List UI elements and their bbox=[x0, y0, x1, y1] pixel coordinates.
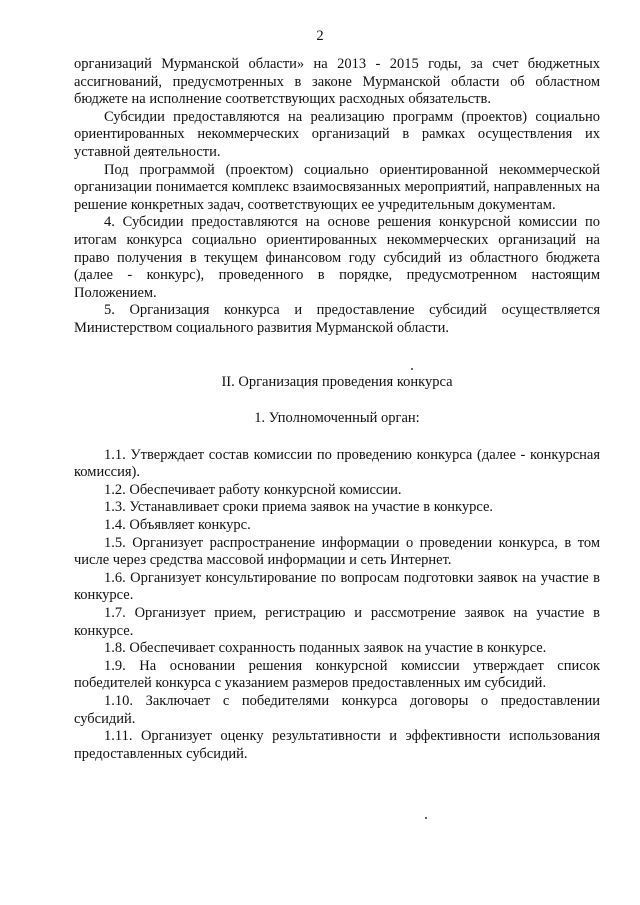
document-body bbox=[74, 56, 600, 763]
intro-paragraph-3: Под программой (проектом) социально ориентированной некоммерческой организации понимается комплекс взаимосвязанных мероприятий, направленных на решение конкретных задач, соответствующих ее учредительным документам. bbox=[74, 161, 600, 213]
list-item: 1.8. Обеспечивает сохранность поданных заявок на участие в конкурсе. bbox=[104, 640, 547, 657]
list-item: 1.11. Организует оценку результативности и эффективности использования предоставленных субсидий. bbox=[74, 728, 600, 762]
page-number: 2 bbox=[316, 28, 324, 44]
list-item: 1.2. Обеспечивает работу конкурсной комиссии. bbox=[104, 481, 402, 498]
list-item: 1.9. На основании решения конкурсной комиссии утверждает список победителей конкурса с указанием размеров предоставленных им субсидий. bbox=[74, 657, 600, 692]
intro-paragraph-5: 5. Организация конкурса и предоставление субсидий осуществляется Министерством социального развития Мурманской области. bbox=[74, 302, 600, 336]
section-subtitle: 1. Уполномоченный орган: bbox=[254, 410, 420, 427]
intro-paragraph-1: организаций Мурманской области» на 2013 - 2015 годы, за счет бюджетных ассигнований, предусмотренных в законе Мурманской области об областном бюджете на исполнение соответствующих расходных обязательств. bbox=[74, 56, 600, 108]
section-spacer bbox=[74, 338, 600, 374]
list-item: 1.3. Устанавливает сроки приема заявок на участие в конкурсе. bbox=[104, 499, 494, 516]
scan-speck bbox=[411, 368, 413, 370]
authority-duties-list bbox=[74, 447, 600, 764]
intro-paragraph-4: 4. Субсидии предоставляются на основе решения конкурсной комиссии по итогам конкурса социально ориентированных некоммерческих организаций на право получения в текущем финансовом году субсидий из областного бюджета (далее - конкурс), проведенного в порядке, предусмотренном настоящим Положением. bbox=[74, 214, 600, 301]
list-item: 1.7. Организует прием, регистрацию и рассмотрение заявок на участие в конкурсе. bbox=[74, 605, 600, 639]
list-item: 1.5. Организует распространение информации о проведении конкурса, в том числе через средства массовой информации и сеть Интернет. bbox=[74, 534, 600, 569]
list-spacer bbox=[74, 428, 600, 447]
scan-speck bbox=[425, 817, 427, 819]
section-title: II. Организация проведения конкурса bbox=[221, 373, 453, 390]
subtitle-spacer bbox=[74, 391, 600, 410]
list-item: 1.10. Заключает с победителями конкурса договоры о предоставлении субсидий. bbox=[74, 693, 600, 727]
list-item: 1.4. Объявляет конкурс. bbox=[104, 517, 251, 534]
list-item: 1.6. Организует консультирование по вопросам подготовки заявок на участие в конкурсе. bbox=[74, 569, 600, 604]
intro-paragraph-2: Субсидии предоставляются на реализацию программ (проектов) социально ориентированных некоммерческих организаций в рамках осуществления их уставной деятельности. bbox=[74, 108, 600, 160]
list-item: 1.1. Утверждает состав комиссии по проведению конкурса (далее - конкурсная комиссия). bbox=[74, 446, 600, 481]
